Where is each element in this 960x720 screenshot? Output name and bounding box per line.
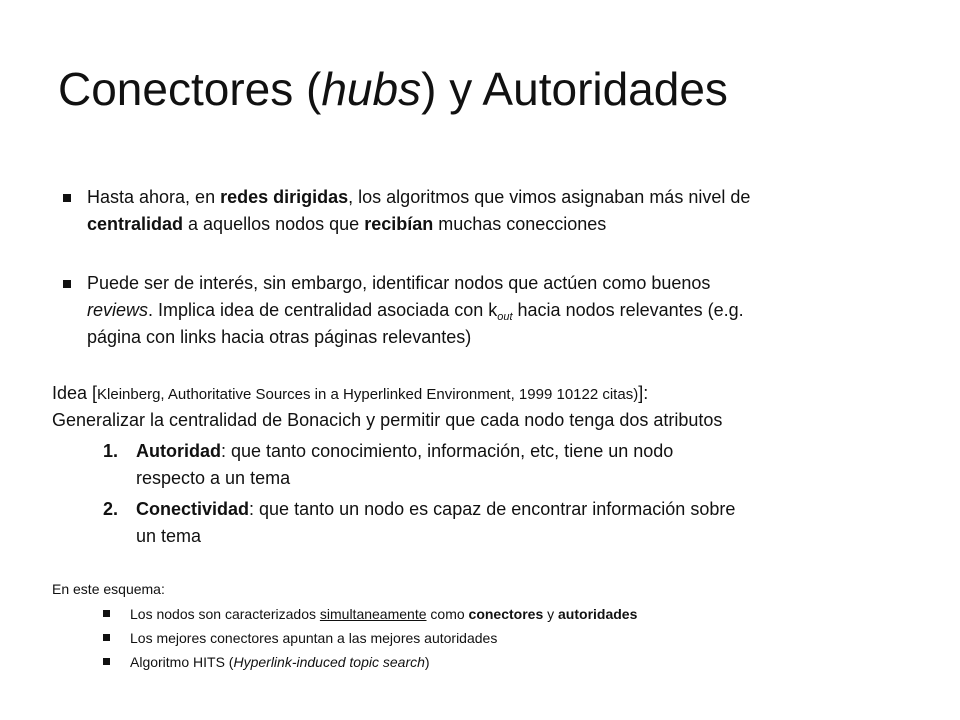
bullet-1-line-1: Hasta ahora, en redes dirigidas, los algoritmos que vimos asignaban más nivel de [87, 187, 751, 207]
bullet-square-icon [103, 658, 110, 665]
title-text: Conectores ( [58, 63, 322, 115]
bullet-1-line-2: centralidad a aquellos nodos que recibían muchas conecciones [87, 214, 607, 234]
slide-title [58, 62, 728, 116]
numbered-item-1-number: 1. [103, 441, 119, 461]
numbered-item-2-line-2: un tema [136, 526, 202, 546]
bullet-square-icon [63, 194, 71, 202]
schema-item-2: Los mejores conectores apuntan a las mejores autoridades [130, 630, 498, 646]
idea-line-2: Generalizar la centralidad de Bonacich y permitir que cada nodo tenga dos atributos [52, 410, 723, 430]
bullet-2-line-2: reviews. Implica idea de centralidad asociada con $k_{out}$ hacia nodos relevantes (e.g. [87, 300, 744, 323]
numbered-item-2-line-1: Conectividad: que tanto un nodo es capaz de encontrar información sobre [136, 499, 736, 519]
numbered-item-2-number: 2. [103, 499, 119, 519]
title-emphasis: hubs [321, 63, 422, 115]
bullet-square-icon [103, 634, 110, 641]
bullet-2-line-1: Puede ser de interés, sin embargo, identificar nodos que actúen como buenos [87, 273, 711, 293]
title-text-end: ) y Autoridades [421, 63, 728, 115]
numbered-item-1-line-2: respecto a un tema [136, 468, 291, 488]
idea-line-1: Idea [Kleinberg, Authoritative Sources in a Hyperlinked Environment, 1999 10122 citas)]: [52, 383, 649, 403]
bullet-2-line-3: página con links hacia otras páginas relevantes) [87, 327, 472, 347]
schema-heading: En este esquema: [52, 581, 165, 597]
bullet-square-icon [103, 610, 110, 617]
bullet-square-icon [63, 280, 71, 288]
schema-item-3: Algoritmo HITS (Hyperlink-induced topic search) [130, 654, 430, 670]
schema-item-1: Los nodos son caracterizados simultaneamente como conectores y autoridades [130, 606, 638, 622]
numbered-item-1-line-1: Autoridad: que tanto conocimiento, información, etc, tiene un nodo [136, 441, 674, 461]
